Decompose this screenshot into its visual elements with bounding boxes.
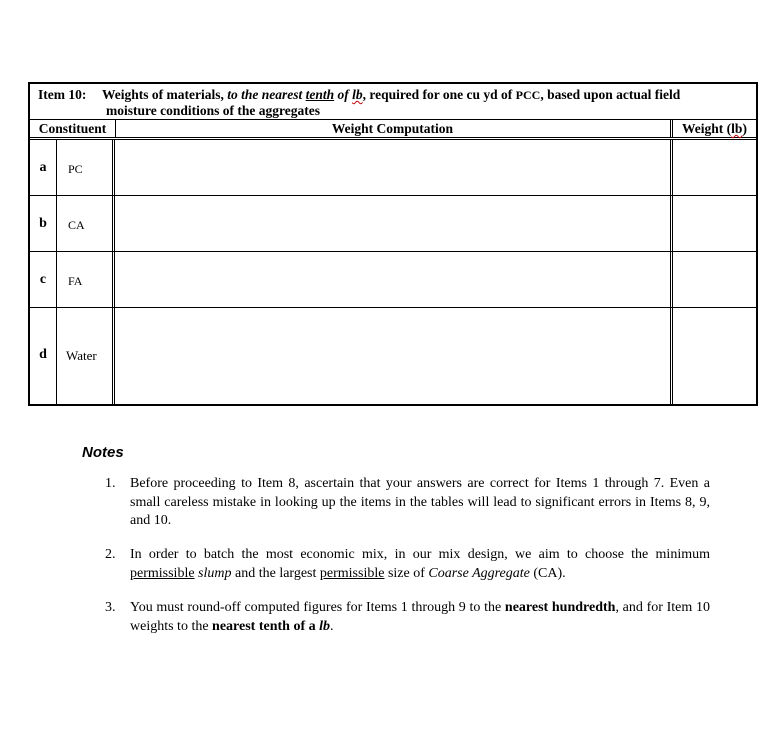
row-letter: b — [30, 196, 57, 251]
title-part-3: tenth — [305, 87, 335, 102]
column-headers — [30, 120, 756, 140]
notes-title: Notes — [82, 444, 124, 461]
row-weight-cell[interactable] — [673, 196, 756, 251]
note-text-part: and the largest — [231, 565, 320, 581]
note-text-part: Coarse Aggregate — [428, 565, 530, 581]
title-part-5: lb — [352, 87, 363, 102]
row-constituent: Water — [57, 308, 115, 404]
table-row — [30, 308, 756, 404]
note-text-part: size of — [384, 565, 429, 581]
row-weight-cell[interactable] — [673, 308, 756, 404]
note-text — [130, 546, 710, 583]
title-part-2: to the nearest — [227, 87, 306, 102]
table-title — [30, 84, 756, 120]
note-number: 3. — [105, 600, 116, 615]
row-constituent: CA — [57, 196, 115, 251]
weights-table — [28, 82, 758, 406]
note-text-part: slump — [198, 565, 232, 581]
note-text-part: . — [330, 618, 334, 634]
note-text-part: permissible — [319, 565, 385, 581]
row-weight-cell[interactable] — [673, 252, 756, 307]
title-part-7: PCC — [515, 88, 541, 102]
note-text: Before proceeding to Item 8, ascertain that your answers are correct for Items 1 through 7. Even a small careless mistake in looking up the items in the tables will lead to significant errors in Items 8, 9, and 10. — [130, 476, 710, 528]
col-weight-post: ) — [742, 121, 747, 136]
title-line-2: moisture conditions of the aggregates — [106, 103, 320, 118]
title-part-8: , based upon actual field — [540, 87, 681, 102]
item-label: Item 10: — [38, 87, 87, 102]
col-weight-pre: Weight ( — [682, 121, 732, 136]
note-item — [105, 599, 710, 636]
title-part-1: Weights of materials, — [102, 87, 228, 102]
col-weight — [673, 120, 756, 137]
title-part-4: of — [334, 87, 353, 102]
col-weight-unit: lb — [731, 121, 743, 136]
note-text-part: , and for Item 10 weights to the — [130, 600, 711, 634]
row-weight-cell[interactable] — [673, 140, 756, 195]
row-letter: c — [30, 252, 57, 307]
note-text-part: permissible — [130, 565, 195, 581]
row-letter: d — [30, 308, 57, 404]
note-text-part: nearest tenth of a — [212, 618, 320, 634]
row-constituent: PC — [57, 140, 115, 195]
table-row — [30, 196, 756, 252]
note-text-part: In order to batch the most economic mix, in our mix design, we aim to choose the minimum — [130, 547, 710, 562]
row-letter: a — [30, 140, 57, 195]
note-text-part: nearest hundredth — [504, 600, 616, 615]
table-row — [30, 140, 756, 196]
col-constituent: Constituent — [30, 120, 116, 137]
col-weight-computation: Weight Computation — [115, 120, 673, 137]
table-row — [30, 252, 756, 308]
row-computation-cell[interactable] — [115, 140, 673, 195]
note-number: 2. — [105, 547, 116, 562]
row-computation-cell[interactable] — [115, 252, 673, 307]
note-text-part: lb — [319, 618, 330, 634]
note-item — [105, 475, 710, 531]
row-constituent: FA — [57, 252, 115, 307]
note-text-part: You must round-off computed figures for Items 1 through 9 to the — [130, 600, 505, 615]
note-text-part: (CA). — [529, 565, 566, 581]
note-text — [130, 599, 710, 636]
note-item — [105, 546, 710, 583]
row-computation-cell[interactable] — [115, 196, 673, 251]
note-number: 1. — [105, 476, 116, 491]
title-part-6: , required for one cu yd of — [362, 87, 516, 102]
row-computation-cell[interactable] — [115, 308, 673, 404]
